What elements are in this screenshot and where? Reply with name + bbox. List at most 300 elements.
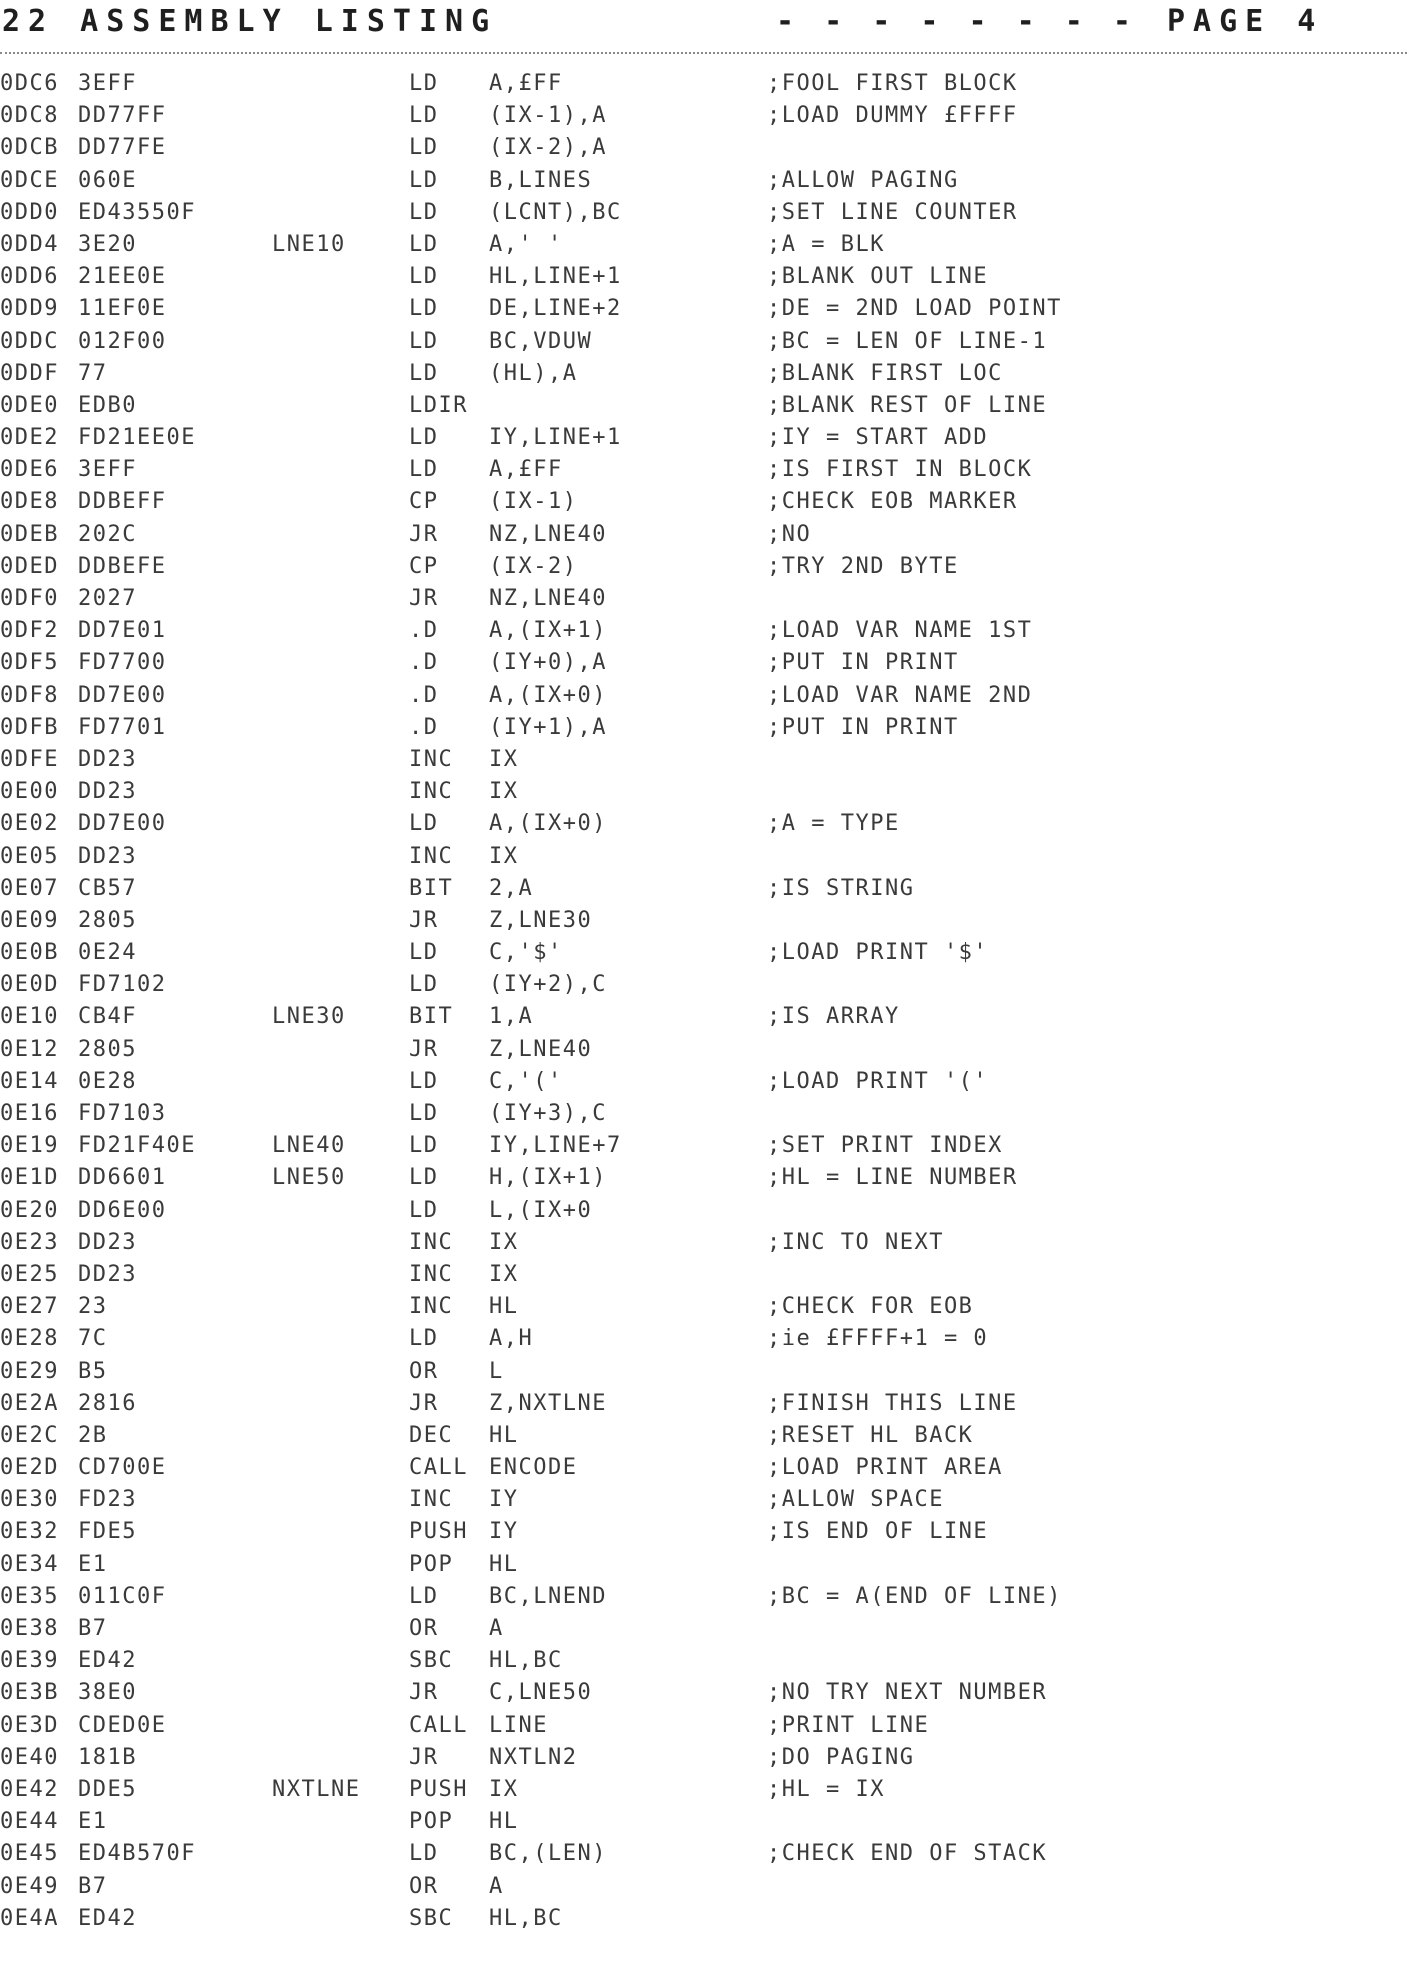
opcode-cell: CALL xyxy=(409,1455,468,1481)
address-cell: 0E35 xyxy=(0,1583,59,1609)
address-cell: 0E3B xyxy=(0,1680,59,1706)
operand-cell: 2,A xyxy=(489,875,534,901)
opcode-cell: CALL xyxy=(409,1712,468,1738)
operand-cell: Z,LNE40 xyxy=(489,1036,593,1062)
comment-cell: ;BLANK REST OF LINE xyxy=(767,392,1048,418)
listing-title: 22 ASSEMBLY LISTING xyxy=(2,4,498,39)
comment-cell: ;PRINT LINE xyxy=(767,1712,930,1738)
operand-cell: LINE xyxy=(489,1712,548,1738)
address-cell: 0E28 xyxy=(0,1326,59,1352)
listing-row xyxy=(0,1677,1407,1709)
listing-row xyxy=(0,776,1407,808)
opcode-cell: JR xyxy=(409,1390,439,1416)
opcode-cell: LD xyxy=(409,457,439,483)
opcode-cell: INC xyxy=(409,843,454,869)
listing-row xyxy=(0,197,1407,229)
listing-row xyxy=(0,293,1407,325)
comment-cell: ;LOAD VAR NAME 1ST xyxy=(767,618,1033,644)
operand-cell: BC,VDUW xyxy=(489,328,593,354)
machine-code-cell: 2816 xyxy=(78,1390,137,1416)
address-cell: 0DF8 xyxy=(0,682,59,708)
operand-cell: HL xyxy=(489,1809,519,1835)
address-cell: 0E05 xyxy=(0,843,59,869)
machine-code-cell: 77 xyxy=(78,360,108,386)
comment-cell: ;BLANK OUT LINE xyxy=(767,264,989,290)
machine-code-cell: CD700E xyxy=(78,1455,167,1481)
operand-cell: IX xyxy=(489,779,519,805)
operand-cell: IX xyxy=(489,1261,519,1287)
address-cell: 0E2D xyxy=(0,1455,59,1481)
machine-code-cell: DDE5 xyxy=(78,1776,137,1802)
address-cell: 0E3D xyxy=(0,1712,59,1738)
opcode-cell: LD xyxy=(409,199,439,225)
address-cell: 0E32 xyxy=(0,1519,59,1545)
operand-cell: Z,LNE30 xyxy=(489,907,593,933)
comment-cell: ;INC TO NEXT xyxy=(767,1229,944,1255)
listing-row xyxy=(0,905,1407,937)
comment-cell: ;NO xyxy=(767,521,812,547)
operand-cell: L,(IX+0 xyxy=(489,1197,593,1223)
comment-cell: ;ALLOW SPACE xyxy=(767,1487,944,1513)
address-cell: 0E02 xyxy=(0,811,59,837)
listing-row xyxy=(0,1162,1407,1194)
opcode-cell: PUSH xyxy=(409,1519,468,1545)
comment-cell: ;HL = IX xyxy=(767,1776,885,1802)
listing-row xyxy=(0,615,1407,647)
address-cell: 0E39 xyxy=(0,1648,59,1674)
opcode-cell: JR xyxy=(409,1744,439,1770)
listing-row xyxy=(0,165,1407,197)
comment-cell: ;SET LINE COUNTER xyxy=(767,199,1018,225)
operand-cell: HL xyxy=(489,1294,519,1320)
comment-cell: ;LOAD PRINT AREA xyxy=(767,1455,1003,1481)
address-cell: 0DCB xyxy=(0,135,59,161)
listing-row xyxy=(0,1356,1407,1388)
machine-code-cell: FD7102 xyxy=(78,972,167,998)
address-cell: 0E44 xyxy=(0,1809,59,1835)
machine-code-cell: CB57 xyxy=(78,875,137,901)
address-cell: 0E07 xyxy=(0,875,59,901)
comment-cell: ;A = TYPE xyxy=(767,811,900,837)
address-cell: 0E19 xyxy=(0,1133,59,1159)
machine-code-cell: 0E24 xyxy=(78,940,137,966)
header-dash-leader: - - - - - - - - xyxy=(776,4,1137,39)
comment-cell: ;PUT IN PRINT xyxy=(767,714,959,740)
machine-code-cell: ED42 xyxy=(78,1905,137,1931)
opcode-cell: .D xyxy=(409,650,439,676)
opcode-cell: LD xyxy=(409,264,439,290)
address-cell: 0E0D xyxy=(0,972,59,998)
machine-code-cell: DD23 xyxy=(78,1261,137,1287)
operand-cell: HL,BC xyxy=(489,1648,563,1674)
operand-cell: A,H xyxy=(489,1326,534,1352)
label-cell: LNE10 xyxy=(272,231,346,257)
comment-cell: ;LOAD VAR NAME 2ND xyxy=(767,682,1033,708)
machine-code-cell: DD7E00 xyxy=(78,682,167,708)
address-cell: 0DF2 xyxy=(0,618,59,644)
operand-cell: NZ,LNE40 xyxy=(489,586,607,611)
listing-row xyxy=(0,1581,1407,1613)
operand-cell: BC,(LEN) xyxy=(489,1841,607,1867)
opcode-cell: .D xyxy=(409,618,439,644)
opcode-cell: LD xyxy=(409,71,439,96)
comment-cell: ;DE = 2ND LOAD POINT xyxy=(767,296,1062,322)
opcode-cell: LD xyxy=(409,1133,439,1159)
comment-cell: ;CHECK EOB MARKER xyxy=(767,489,1018,515)
listing-row xyxy=(0,1774,1407,1806)
comment-cell: ;ie £FFFF+1 = 0 xyxy=(767,1326,989,1352)
operand-cell: IY xyxy=(489,1519,519,1545)
listing-row xyxy=(0,1838,1407,1870)
opcode-cell: LD xyxy=(409,135,439,161)
operand-cell: IX xyxy=(489,1229,519,1255)
opcode-cell: INC xyxy=(409,1261,454,1287)
address-cell: 0E4A xyxy=(0,1905,59,1931)
operand-cell: (IX-1) xyxy=(489,489,578,515)
listing-row xyxy=(0,841,1407,873)
comment-cell: ;LOAD PRINT '$' xyxy=(767,940,989,966)
address-cell: 0E29 xyxy=(0,1358,59,1384)
opcode-cell: LD xyxy=(409,811,439,837)
opcode-cell: CP xyxy=(409,553,439,579)
machine-code-cell: B7 xyxy=(78,1873,108,1899)
listing-row xyxy=(0,937,1407,969)
opcode-cell: LD xyxy=(409,360,439,386)
address-cell: 0E10 xyxy=(0,1004,59,1030)
machine-code-cell: 23 xyxy=(78,1294,108,1320)
opcode-cell: .D xyxy=(409,714,439,740)
machine-code-cell: 2B xyxy=(78,1422,108,1448)
operand-cell: NXTLN2 xyxy=(489,1744,578,1770)
machine-code-cell: FDE5 xyxy=(78,1519,137,1545)
listing-row xyxy=(0,1806,1407,1838)
address-cell: 0E42 xyxy=(0,1776,59,1802)
operand-cell: ENCODE xyxy=(489,1455,578,1481)
listing-row xyxy=(0,261,1407,293)
listing-row xyxy=(0,132,1407,164)
address-cell: 0DC6 xyxy=(0,71,59,96)
opcode-cell: DEC xyxy=(409,1422,454,1448)
opcode-cell: LD xyxy=(409,167,439,193)
listing-row xyxy=(0,712,1407,744)
opcode-cell: BIT xyxy=(409,1004,454,1030)
opcode-cell: JR xyxy=(409,1680,439,1706)
comment-cell: ;IS FIRST IN BLOCK xyxy=(767,457,1033,483)
operand-cell: (LCNT),BC xyxy=(489,199,622,225)
address-cell: 0DC8 xyxy=(0,103,59,129)
comment-cell: ;RESET HL BACK xyxy=(767,1422,974,1448)
address-cell: 0DF5 xyxy=(0,650,59,676)
comment-cell: ;LOAD DUMMY £FFFF xyxy=(767,103,1018,129)
listing-row xyxy=(0,454,1407,486)
listing-row xyxy=(0,1130,1407,1162)
operand-cell: A,(IX+0) xyxy=(489,682,607,708)
comment-cell: ;IS ARRAY xyxy=(767,1004,900,1030)
operand-cell: (IY+2),C xyxy=(489,972,607,998)
machine-code-cell: DD6601 xyxy=(78,1165,167,1191)
comment-cell: ;TRY 2ND BYTE xyxy=(767,553,959,579)
machine-code-cell: 3E20 xyxy=(78,231,137,257)
listing-row xyxy=(0,1259,1407,1291)
opcode-cell: .D xyxy=(409,682,439,708)
address-cell: 0E38 xyxy=(0,1616,59,1641)
address-cell: 0DDC xyxy=(0,328,59,354)
comment-cell: ;FOOL FIRST BLOCK xyxy=(767,71,1018,96)
machine-code-cell: CDED0E xyxy=(78,1712,167,1738)
machine-code-cell: DD7E00 xyxy=(78,811,167,837)
machine-code-cell: DD7E01 xyxy=(78,618,167,644)
machine-code-cell: DD23 xyxy=(78,779,137,805)
machine-code-cell: 012F00 xyxy=(78,328,167,354)
listing-row xyxy=(0,551,1407,583)
comment-cell: ;BLANK FIRST LOC xyxy=(767,360,1003,386)
operand-cell: H,(IX+1) xyxy=(489,1165,607,1191)
operand-cell: DE,LINE+2 xyxy=(489,296,622,322)
machine-code-cell: B7 xyxy=(78,1616,108,1641)
opcode-cell: INC xyxy=(409,1229,454,1255)
address-cell: 0E12 xyxy=(0,1036,59,1062)
machine-code-cell: ED42 xyxy=(78,1648,137,1674)
listing-row xyxy=(0,1710,1407,1742)
opcode-cell: JR xyxy=(409,1036,439,1062)
label-cell: NXTLNE xyxy=(272,1776,361,1802)
opcode-cell: CP xyxy=(409,489,439,515)
machine-code-cell: FD21F40E xyxy=(78,1133,196,1159)
address-cell: 0DE8 xyxy=(0,489,59,515)
machine-code-cell: DD23 xyxy=(78,746,137,772)
address-cell: 0E49 xyxy=(0,1873,59,1899)
header-divider xyxy=(0,52,1407,54)
label-cell: LNE40 xyxy=(272,1133,346,1159)
operand-cell: (IX-2) xyxy=(489,553,578,579)
operand-cell: (IY+3),C xyxy=(489,1101,607,1126)
machine-code-cell: DD77FF xyxy=(78,103,167,129)
operand-cell: HL,LINE+1 xyxy=(489,264,622,290)
operand-cell: C,LNE50 xyxy=(489,1680,593,1706)
comment-cell: ;PUT IN PRINT xyxy=(767,650,959,676)
address-cell: 0DD4 xyxy=(0,231,59,257)
opcode-cell: LD xyxy=(409,972,439,998)
operand-cell: A,(IX+1) xyxy=(489,618,607,644)
comment-cell: ;CHECK FOR EOB xyxy=(767,1294,974,1320)
machine-code-cell: 38E0 xyxy=(78,1680,137,1706)
opcode-cell: OR xyxy=(409,1358,439,1384)
opcode-cell: OR xyxy=(409,1616,439,1641)
operand-cell: IY xyxy=(489,1487,519,1513)
operand-cell: (HL),A xyxy=(489,360,578,386)
listing-row xyxy=(0,680,1407,712)
opcode-cell: LD xyxy=(409,103,439,129)
operand-cell: A xyxy=(489,1873,504,1899)
comment-cell: ;LOAD PRINT '(' xyxy=(767,1068,989,1094)
comment-cell: ;SET PRINT INDEX xyxy=(767,1133,1003,1159)
machine-code-cell: 3EFF xyxy=(78,71,137,96)
opcode-cell: INC xyxy=(409,1294,454,1320)
listing-row xyxy=(0,647,1407,679)
opcode-cell: SBC xyxy=(409,1648,454,1674)
comment-cell: ;A = BLK xyxy=(767,231,885,257)
listing-row xyxy=(0,744,1407,776)
operand-cell: IX xyxy=(489,746,519,772)
operand-cell: 1,A xyxy=(489,1004,534,1030)
operand-cell: BC,LNEND xyxy=(489,1583,607,1609)
address-cell: 0DD6 xyxy=(0,264,59,290)
opcode-cell: JR xyxy=(409,907,439,933)
listing-row xyxy=(0,1549,1407,1581)
address-cell: 0DE2 xyxy=(0,425,59,451)
label-cell: LNE50 xyxy=(272,1165,346,1191)
operand-cell: A,£FF xyxy=(489,71,563,96)
comment-cell: ;ALLOW PAGING xyxy=(767,167,959,193)
address-cell: 0DFE xyxy=(0,746,59,772)
operand-cell: (IX-2),A xyxy=(489,135,607,161)
opcode-cell: JR xyxy=(409,521,439,547)
listing-row xyxy=(0,486,1407,518)
comment-cell: ;BC = A(END OF LINE) xyxy=(767,1583,1062,1609)
operand-cell: IX xyxy=(489,1776,519,1802)
address-cell: 0E27 xyxy=(0,1294,59,1320)
machine-code-cell: DD77FE xyxy=(78,135,167,161)
comment-cell: ;DO PAGING xyxy=(767,1744,915,1770)
address-cell: 0E23 xyxy=(0,1229,59,1255)
machine-code-cell: DD23 xyxy=(78,1229,137,1255)
machine-code-cell: 202C xyxy=(78,521,137,547)
operand-cell: C,'$' xyxy=(489,940,563,966)
label-cell: LNE30 xyxy=(272,1004,346,1030)
machine-code-cell: ED4B570F xyxy=(78,1841,196,1867)
address-cell: 0DE6 xyxy=(0,457,59,483)
listing-row xyxy=(0,1903,1407,1935)
address-cell: 0E14 xyxy=(0,1068,59,1094)
machine-code-cell: ED43550F xyxy=(78,199,196,225)
opcode-cell: LD xyxy=(409,1841,439,1867)
comment-cell: ;NO TRY NEXT NUMBER xyxy=(767,1680,1048,1706)
opcode-cell: PUSH xyxy=(409,1776,468,1802)
address-cell: 0E30 xyxy=(0,1487,59,1513)
comment-cell: ;IS END OF LINE xyxy=(767,1519,989,1545)
comment-cell: ;IS STRING xyxy=(767,875,915,901)
opcode-cell: SBC xyxy=(409,1905,454,1931)
machine-code-cell: CB4F xyxy=(78,1004,137,1030)
page-header xyxy=(0,4,1407,48)
listing-row xyxy=(0,229,1407,261)
address-cell: 0E34 xyxy=(0,1551,59,1577)
operand-cell: IY,LINE+7 xyxy=(489,1133,622,1159)
machine-code-cell: 21EE0E xyxy=(78,264,167,290)
machine-code-cell: E1 xyxy=(78,1551,108,1577)
operand-cell: A,£FF xyxy=(489,457,563,483)
machine-code-cell: 2805 xyxy=(78,907,137,933)
address-cell: 0E2A xyxy=(0,1390,59,1416)
page-number: PAGE 4 xyxy=(1167,4,1324,39)
machine-code-cell: FD7701 xyxy=(78,714,167,740)
opcode-cell: LD xyxy=(409,1583,439,1609)
listing-row xyxy=(0,1195,1407,1227)
opcode-cell: OR xyxy=(409,1873,439,1899)
comment-cell: ;BC = LEN OF LINE-1 xyxy=(767,328,1048,354)
machine-code-cell: FD21EE0E xyxy=(78,425,196,451)
machine-code-cell: B5 xyxy=(78,1358,108,1384)
address-cell: 0E25 xyxy=(0,1261,59,1287)
address-cell: 0DFB xyxy=(0,714,59,740)
listing-row xyxy=(0,1452,1407,1484)
address-cell: 0E45 xyxy=(0,1841,59,1867)
machine-code-cell: E1 xyxy=(78,1809,108,1835)
opcode-cell: LD xyxy=(409,231,439,257)
operand-cell: NZ,LNE40 xyxy=(489,521,607,547)
listing-row xyxy=(0,873,1407,905)
opcode-cell: LD xyxy=(409,1068,439,1094)
address-cell: 0DE0 xyxy=(0,392,59,418)
opcode-cell: INC xyxy=(409,746,454,772)
opcode-cell: LD xyxy=(409,296,439,322)
machine-code-cell: 3EFF xyxy=(78,457,137,483)
machine-code-cell: 0E28 xyxy=(78,1068,137,1094)
machine-code-cell: 181B xyxy=(78,1744,137,1770)
listing-row xyxy=(0,358,1407,390)
listing-row xyxy=(0,1001,1407,1033)
machine-code-cell: 011C0F xyxy=(78,1583,167,1609)
listing-row xyxy=(0,519,1407,551)
listing-row xyxy=(0,1227,1407,1259)
operand-cell: (IX-1),A xyxy=(489,103,607,129)
operand-cell: B,LINES xyxy=(489,167,593,193)
operand-cell: HL,BC xyxy=(489,1905,563,1931)
opcode-cell: JR xyxy=(409,586,439,611)
comment-cell: ;FINISH THIS LINE xyxy=(767,1390,1018,1416)
address-cell: 0E00 xyxy=(0,779,59,805)
address-cell: 0E40 xyxy=(0,1744,59,1770)
machine-code-cell: DD6E00 xyxy=(78,1197,167,1223)
listing-row xyxy=(0,422,1407,454)
operand-cell: C,'(' xyxy=(489,1068,563,1094)
machine-code-cell: DD23 xyxy=(78,843,137,869)
machine-code-cell: 2805 xyxy=(78,1036,137,1062)
opcode-cell: INC xyxy=(409,1487,454,1513)
address-cell: 0E0B xyxy=(0,940,59,966)
listing-row xyxy=(0,1484,1407,1516)
opcode-cell: POP xyxy=(409,1551,454,1577)
address-cell: 0DD9 xyxy=(0,296,59,322)
listing-row xyxy=(0,1323,1407,1355)
listing-row xyxy=(0,1388,1407,1420)
opcode-cell: LD xyxy=(409,940,439,966)
operand-cell: HL xyxy=(489,1551,519,1577)
opcode-cell: LD xyxy=(409,328,439,354)
address-cell: 0DD0 xyxy=(0,199,59,225)
machine-code-cell: FD7103 xyxy=(78,1101,167,1126)
opcode-cell: LD xyxy=(409,425,439,451)
machine-code-cell: 7C xyxy=(78,1326,108,1352)
machine-code-cell: EDB0 xyxy=(78,392,137,418)
opcode-cell: LD xyxy=(409,1165,439,1191)
comment-cell: ;HL = LINE NUMBER xyxy=(767,1165,1018,1191)
operand-cell: (IY+1),A xyxy=(489,714,607,740)
address-cell: 0DDF xyxy=(0,360,59,386)
address-cell: 0E2C xyxy=(0,1422,59,1448)
opcode-cell: LDIR xyxy=(409,392,468,418)
assembly-listing xyxy=(0,68,1407,1935)
listing-row xyxy=(0,1420,1407,1452)
operand-cell: L xyxy=(489,1358,504,1384)
listing-row xyxy=(0,969,1407,1001)
opcode-cell: POP xyxy=(409,1809,454,1835)
listing-row xyxy=(0,100,1407,132)
machine-code-cell: 060E xyxy=(78,167,137,193)
operand-cell: HL xyxy=(489,1422,519,1448)
address-cell: 0DED xyxy=(0,553,59,579)
opcode-cell: LD xyxy=(409,1326,439,1352)
